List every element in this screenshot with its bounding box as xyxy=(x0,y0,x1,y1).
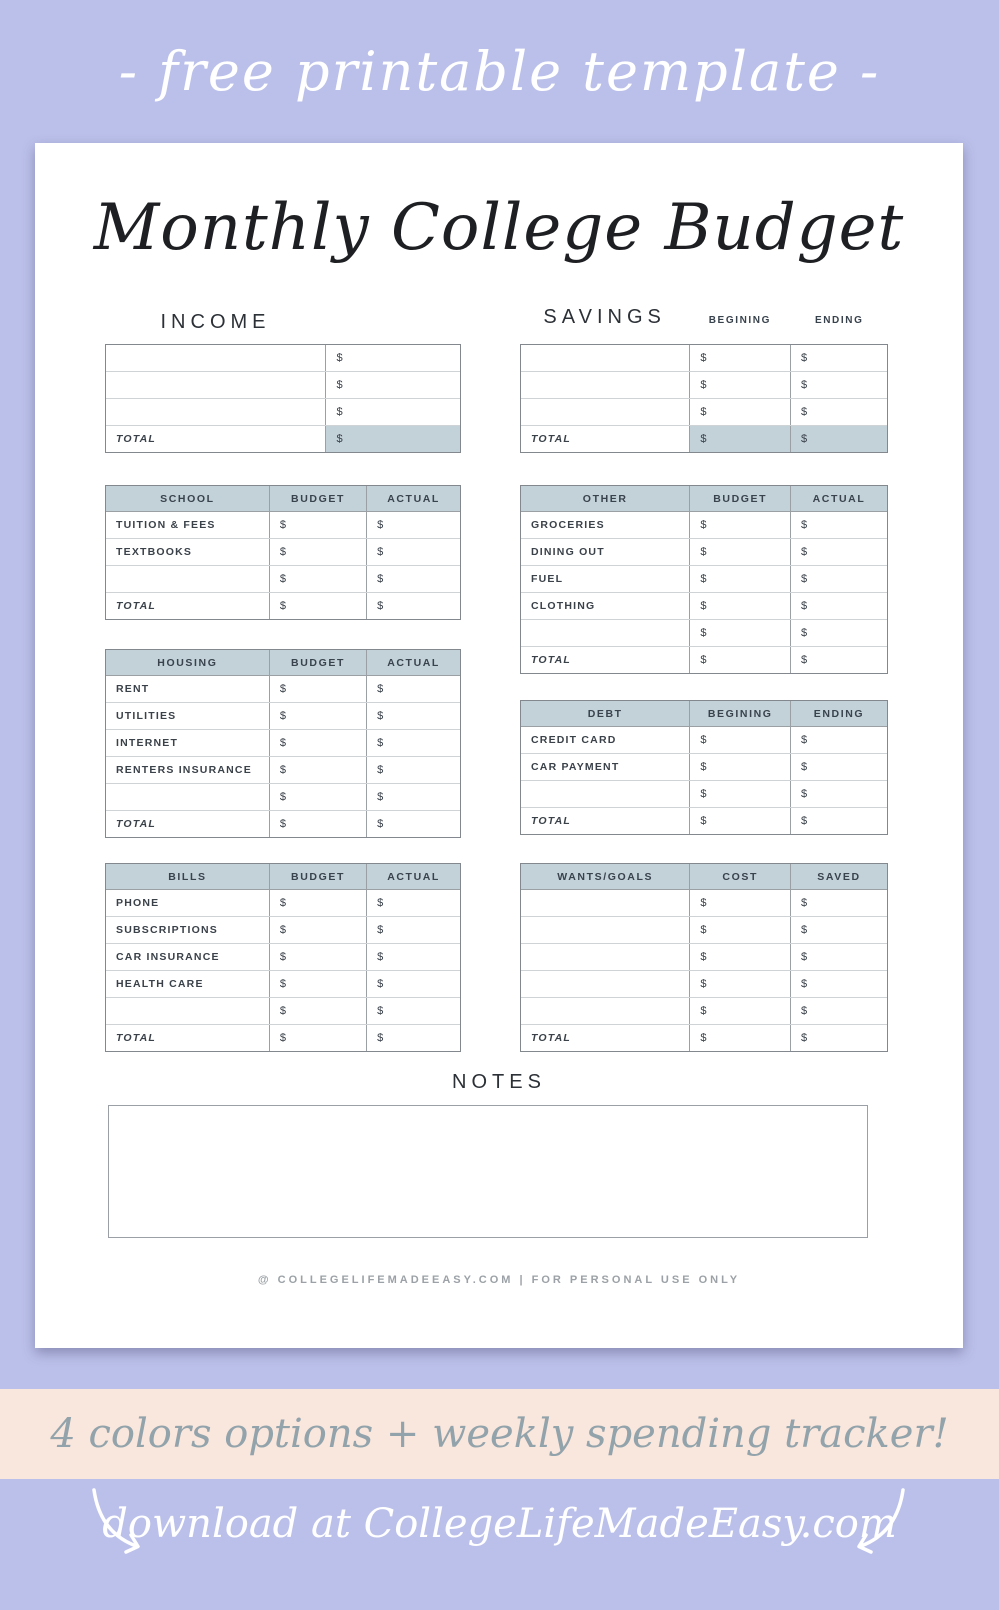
amount-cell: $ xyxy=(790,917,887,943)
table-row xyxy=(521,970,887,997)
row-label xyxy=(106,566,269,592)
table-header-row xyxy=(106,650,460,676)
table-header-row xyxy=(521,486,887,512)
column-header: ACTUAL xyxy=(790,486,887,511)
amount-cell: $ xyxy=(366,676,460,702)
row-label: PHONE xyxy=(116,897,160,909)
row-label xyxy=(521,781,689,807)
amount-cell: $ xyxy=(689,781,790,807)
other-table xyxy=(520,485,888,674)
table-row xyxy=(106,512,460,538)
amount-cell: $ xyxy=(366,1025,460,1051)
row-label: TOTAL xyxy=(531,815,572,827)
row-label: TOTAL xyxy=(531,654,572,666)
table-row xyxy=(106,916,460,943)
amount-cell: $ xyxy=(325,372,460,398)
amount-cell: $ xyxy=(269,539,366,565)
amount-cell: $ xyxy=(790,808,887,834)
amount-cell: $ xyxy=(689,944,790,970)
row-label: TOTAL xyxy=(116,818,157,830)
table-row xyxy=(106,398,460,425)
amount-cell: $ xyxy=(269,703,366,729)
row-label: RENT xyxy=(116,683,150,695)
amount-cell: $ xyxy=(366,917,460,943)
amount-cell: $ xyxy=(689,372,790,398)
amount-cell: $ xyxy=(269,998,366,1024)
table-row xyxy=(106,592,460,619)
amount-cell: $ xyxy=(325,426,460,452)
housing-table xyxy=(105,649,461,838)
amount-cell: $ xyxy=(269,1025,366,1051)
table-row xyxy=(106,345,460,371)
column-header: SAVED xyxy=(790,864,887,889)
amount-cell: $ xyxy=(366,811,460,837)
page-footer-credit: @ COLLEGELIFEMADEEASY.COM | FOR PERSONAL USE ONLY xyxy=(257,1274,741,1286)
amount-cell: $ xyxy=(689,512,790,538)
row-label: TOTAL xyxy=(116,600,157,612)
amount-cell: $ xyxy=(269,784,366,810)
row-label: RENTERS INSURANCE xyxy=(116,764,252,776)
amount-cell: $ xyxy=(366,539,460,565)
table-header-row xyxy=(106,864,460,890)
table-row xyxy=(106,756,460,783)
row-label xyxy=(521,998,689,1024)
column-header: BILLS xyxy=(168,870,207,883)
school-table xyxy=(105,485,461,620)
row-label xyxy=(521,399,689,425)
top-banner xyxy=(0,0,999,143)
amount-cell: $ xyxy=(366,890,460,916)
amount-cell: $ xyxy=(269,971,366,997)
row-label: TOTAL xyxy=(531,1032,572,1044)
amount-cell: $ xyxy=(269,757,366,783)
table-row xyxy=(106,890,460,916)
row-label: CREDIT CARD xyxy=(531,734,617,746)
table-row xyxy=(521,538,887,565)
row-label xyxy=(521,944,689,970)
amount-cell: $ xyxy=(790,727,887,753)
amount-cell: $ xyxy=(790,754,887,780)
column-header: ACTUAL xyxy=(366,864,460,889)
amount-cell: $ xyxy=(689,808,790,834)
amount-cell: $ xyxy=(689,917,790,943)
amount-cell: $ xyxy=(790,971,887,997)
row-label: SUBSCRIPTIONS xyxy=(116,924,218,936)
table-row xyxy=(521,1024,887,1051)
column-header: BUDGET xyxy=(269,864,366,889)
row-label xyxy=(521,345,689,371)
amount-cell: $ xyxy=(689,539,790,565)
column-header: SCHOOL xyxy=(160,492,215,505)
amount-cell: $ xyxy=(790,372,887,398)
table-row xyxy=(106,810,460,837)
table-row xyxy=(521,512,887,538)
income-table xyxy=(105,344,461,453)
table-row xyxy=(106,565,460,592)
amount-cell: $ xyxy=(269,944,366,970)
row-label xyxy=(521,971,689,997)
amount-cell: $ xyxy=(689,754,790,780)
wants-goals-table xyxy=(520,863,888,1052)
savings-table xyxy=(520,344,888,453)
table-row xyxy=(106,970,460,997)
amount-cell: $ xyxy=(325,399,460,425)
amount-cell: $ xyxy=(689,345,790,371)
amount-cell: $ xyxy=(269,730,366,756)
middle-banner-text: 4 colors options + weekly spending tracker! xyxy=(50,1411,949,1457)
row-label: TOTAL xyxy=(116,1032,157,1044)
row-label: HEALTH CARE xyxy=(116,978,204,990)
amount-cell: $ xyxy=(366,512,460,538)
column-header: COST xyxy=(689,864,790,889)
amount-cell: $ xyxy=(366,757,460,783)
table-row xyxy=(521,592,887,619)
amount-cell: $ xyxy=(269,566,366,592)
amount-cell: $ xyxy=(689,998,790,1024)
amount-cell: $ xyxy=(790,593,887,619)
column-header: HOUSING xyxy=(157,656,218,669)
curved-arrow-right-icon xyxy=(849,1485,911,1557)
amount-cell: $ xyxy=(689,593,790,619)
amount-cell: $ xyxy=(689,426,790,452)
amount-cell: $ xyxy=(366,971,460,997)
amount-cell: $ xyxy=(689,566,790,592)
amount-cell: $ xyxy=(790,539,887,565)
table-row xyxy=(106,783,460,810)
amount-cell: $ xyxy=(689,971,790,997)
row-label xyxy=(521,890,689,916)
amount-cell: $ xyxy=(325,345,460,371)
table-row xyxy=(106,676,460,702)
column-header: BUDGET xyxy=(269,486,366,511)
income-section-title: INCOME xyxy=(160,311,271,333)
amount-cell: $ xyxy=(366,566,460,592)
table-row xyxy=(521,916,887,943)
amount-cell: $ xyxy=(790,620,887,646)
table-row xyxy=(521,371,887,398)
amount-cell: $ xyxy=(790,399,887,425)
table-row xyxy=(106,538,460,565)
amount-cell: $ xyxy=(790,781,887,807)
page-title: Monthly College Budget xyxy=(93,191,905,265)
table-row xyxy=(521,727,887,753)
column-header: BUDGET xyxy=(269,650,366,675)
amount-cell: $ xyxy=(790,512,887,538)
table-row xyxy=(521,753,887,780)
row-label xyxy=(106,998,269,1024)
column-header: BEGINING xyxy=(689,701,790,726)
row-label: TOTAL xyxy=(116,433,157,445)
amount-cell: $ xyxy=(269,676,366,702)
table-row xyxy=(106,943,460,970)
row-label: CAR PAYMENT xyxy=(531,761,620,773)
table-row xyxy=(521,398,887,425)
amount-cell: $ xyxy=(790,426,887,452)
row-label: TOTAL xyxy=(531,433,572,445)
row-label xyxy=(106,345,325,371)
download-link-text: download at CollegeLifeMadeEasy.com xyxy=(102,1501,897,1547)
table-row xyxy=(521,997,887,1024)
bottom-banner xyxy=(0,1479,999,1610)
table-row xyxy=(106,425,460,452)
notes-section-title: NOTES xyxy=(452,1071,546,1093)
table-header-row xyxy=(521,701,887,727)
column-header: ACTUAL xyxy=(366,486,460,511)
amount-cell: $ xyxy=(269,917,366,943)
row-label xyxy=(106,399,325,425)
table-row xyxy=(106,371,460,398)
printable-page xyxy=(35,143,963,1348)
amount-cell: $ xyxy=(790,345,887,371)
table-row xyxy=(521,345,887,371)
amount-cell: $ xyxy=(366,784,460,810)
column-header: WANTS/GOALS xyxy=(557,870,654,883)
amount-cell: $ xyxy=(790,890,887,916)
row-label xyxy=(521,620,689,646)
amount-cell: $ xyxy=(269,593,366,619)
top-banner-text: - free printable template - xyxy=(118,40,881,103)
row-label: GROCERIES xyxy=(531,519,605,531)
savings-ending-label: ENDING xyxy=(814,315,864,326)
row-label: TEXTBOOKS xyxy=(116,546,193,558)
table-row xyxy=(106,729,460,756)
amount-cell: $ xyxy=(790,998,887,1024)
row-label: DINING OUT xyxy=(531,546,605,558)
table-row xyxy=(521,425,887,452)
amount-cell: $ xyxy=(689,890,790,916)
amount-cell: $ xyxy=(269,890,366,916)
amount-cell: $ xyxy=(689,1025,790,1051)
amount-cell: $ xyxy=(790,944,887,970)
row-label: CLOTHING xyxy=(531,600,596,612)
amount-cell: $ xyxy=(689,647,790,673)
column-header: OTHER xyxy=(582,492,628,505)
notes-box xyxy=(108,1105,868,1238)
amount-cell: $ xyxy=(790,566,887,592)
table-row xyxy=(521,780,887,807)
amount-cell: $ xyxy=(366,998,460,1024)
bills-table xyxy=(105,863,461,1052)
row-label: FUEL xyxy=(531,573,564,585)
savings-begining-label: BEGINING xyxy=(708,315,771,326)
table-header-row xyxy=(106,486,460,512)
middle-banner xyxy=(0,1389,999,1479)
amount-cell: $ xyxy=(689,727,790,753)
table-row xyxy=(106,1024,460,1051)
table-row xyxy=(106,997,460,1024)
column-header: ACTUAL xyxy=(366,650,460,675)
table-row xyxy=(521,943,887,970)
amount-cell: $ xyxy=(269,811,366,837)
table-row xyxy=(521,565,887,592)
amount-cell: $ xyxy=(366,730,460,756)
savings-section-title: SAVINGS xyxy=(543,306,666,328)
row-label: INTERNET xyxy=(116,737,179,749)
amount-cell: $ xyxy=(790,1025,887,1051)
amount-cell: $ xyxy=(689,399,790,425)
table-header-row xyxy=(521,864,887,890)
column-header: BUDGET xyxy=(689,486,790,511)
table-row xyxy=(521,890,887,916)
row-label xyxy=(521,917,689,943)
table-row xyxy=(521,619,887,646)
table-row xyxy=(521,807,887,834)
amount-cell: $ xyxy=(366,703,460,729)
row-label: UTILITIES xyxy=(116,710,177,722)
debt-table xyxy=(520,700,888,835)
savings-section-head xyxy=(520,306,888,329)
column-header: ENDING xyxy=(790,701,887,726)
amount-cell: $ xyxy=(366,593,460,619)
row-label xyxy=(106,372,325,398)
row-label xyxy=(521,372,689,398)
table-row xyxy=(521,646,887,673)
amount-cell: $ xyxy=(689,620,790,646)
row-label: CAR INSURANCE xyxy=(116,951,220,963)
table-row xyxy=(106,702,460,729)
column-header: DEBT xyxy=(587,707,623,720)
amount-cell: $ xyxy=(366,944,460,970)
row-label xyxy=(106,784,269,810)
amount-cell: $ xyxy=(269,512,366,538)
amount-cell: $ xyxy=(790,647,887,673)
row-label: TUITION & FEES xyxy=(116,519,216,531)
